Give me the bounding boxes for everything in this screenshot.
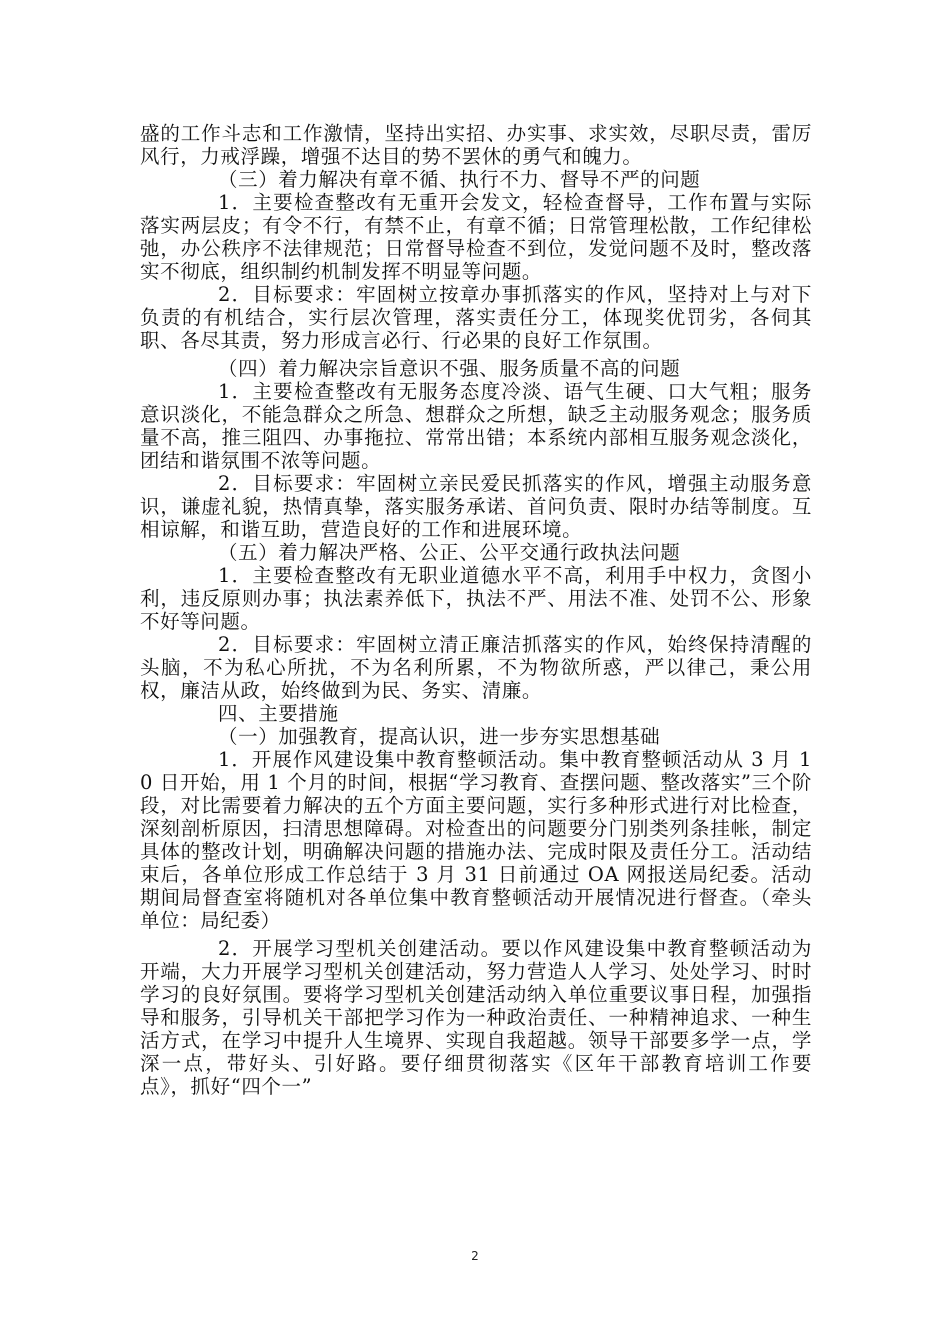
section-heading: （一）加强教育，提高认识，进一步夯实思想基础 (218, 725, 661, 748)
section-heading: （三）着力解决有章不循、执行不力、督导不严的问题 (218, 168, 701, 191)
paragraph: 1．主要检查整改有无服务态度冷淡、语气生硬、口大气粗；服务意识淡化，不能急群众之所急、想群众之所想，缺乏主动服务观念；服务质量不高，推三阻四、办事拖拉、常常出错；本系统内部相互服务观念淡化，团结和谐氛围不浓等问题。 (140, 380, 812, 472)
section-heading: （四）着力解决宗旨意识不强、服务质量不高的问题 (218, 357, 681, 380)
paragraph: 2．目标要求：牢固树立按章办事抓落实的作风，坚持对上与对下负责的有机结合，实行层次管理，落实责任分工，体现奖优罚劣，各伺其职、各尽其责，努力形成言必行、行必果的良好工作氛围。 (140, 283, 812, 352)
page-number: 2 (471, 1249, 479, 1263)
section-heading: 四、主要措施 (218, 702, 339, 725)
paragraph: 2．目标要求：牢固树立亲民爱民抓落实的作风，增强主动服务意识，谦虚礼貌，热情真挚，落实服务承诺、首问负责、限时办结等制度。互相谅解，和谐互助，营造良好的工作和进展环境。 (140, 472, 812, 541)
paragraph: 盛的工作斗志和工作激情，坚持出实招、办实事、求实效，尽职尽责，雷厉风行，力戒浮躁，增强不达目的势不罢休的勇气和魄力。 (140, 122, 812, 168)
section-heading: （五）着力解决严格、公正、公平交通行政执法问题 (218, 541, 681, 564)
paragraph: 1．主要检查整改有无职业道德水平不高，利用手中权力，贪图小利，违反原则办事；执法素养低下，执法不严、用法不准、处罚不公、形象不好等问题。 (140, 564, 812, 633)
paragraph: 2．开展学习型机关创建活动。要以作风建设集中教育整顿活动为开端，大力开展学习型机关创建活动，努力营造人人学习、处处学习、时时学习的良好氛围。要将学习型机关创建活动纳入单位重要议事日程，加强指导和服务，引导机关干部把学习作为一种政治责任、一种精神追求、一种生活方式，在学习中提升人生境界、实现自我超越。领导干部要多学一点，学深一点，带好头、引好路。要仔细贯彻落实《区年干部教育培训工作要点》，抓好“四个一” (140, 937, 812, 1098)
paragraph: 2．目标要求：牢固树立清正廉洁抓落实的作风，始终保持清醒的头脑，不为私心所扰，不为名利所累，不为物欲所惑，严以律己，秉公用权，廉洁从政，始终做到为民、务实、清廉。 (140, 633, 812, 702)
paragraph: 1．开展作风建设集中教育整顿活动。集中教育整顿活动从 3 月 10 日开始，用 1 个月的时间，根据“学习教育、查摆问题、整改落实”三个阶段，对比需要着力解决的五个方面主要问题，实行多种形式进行对比检查，深刻剖析原因，扫清思想障碍。对检查出的问题要分门别类列条挂帐，制定具体的整改计划，明确解决问题的措施办法、完成时限及责任分工。活动结束后，各单位形成工作总结于 3 月 31 日前通过 OA 网报送局纪委。活动期间局督查室将随机对各单位集中教育整顿活动开展情况进行督查。（牵头单位：局纪委） (140, 748, 812, 932)
paragraph: 1．主要检查整改有无重开会发文，轻检查督导，工作布置与实际落实两层皮；有令不行，有禁不止，有章不循；日常管理松散，工作纪律松弛，办公秩序不法律规范；日常督导检查不到位，发觉问题不及时，整改落实不彻底，组织制约机制发挥不明显等问题。 (140, 191, 812, 283)
document-body (140, 122, 812, 1098)
